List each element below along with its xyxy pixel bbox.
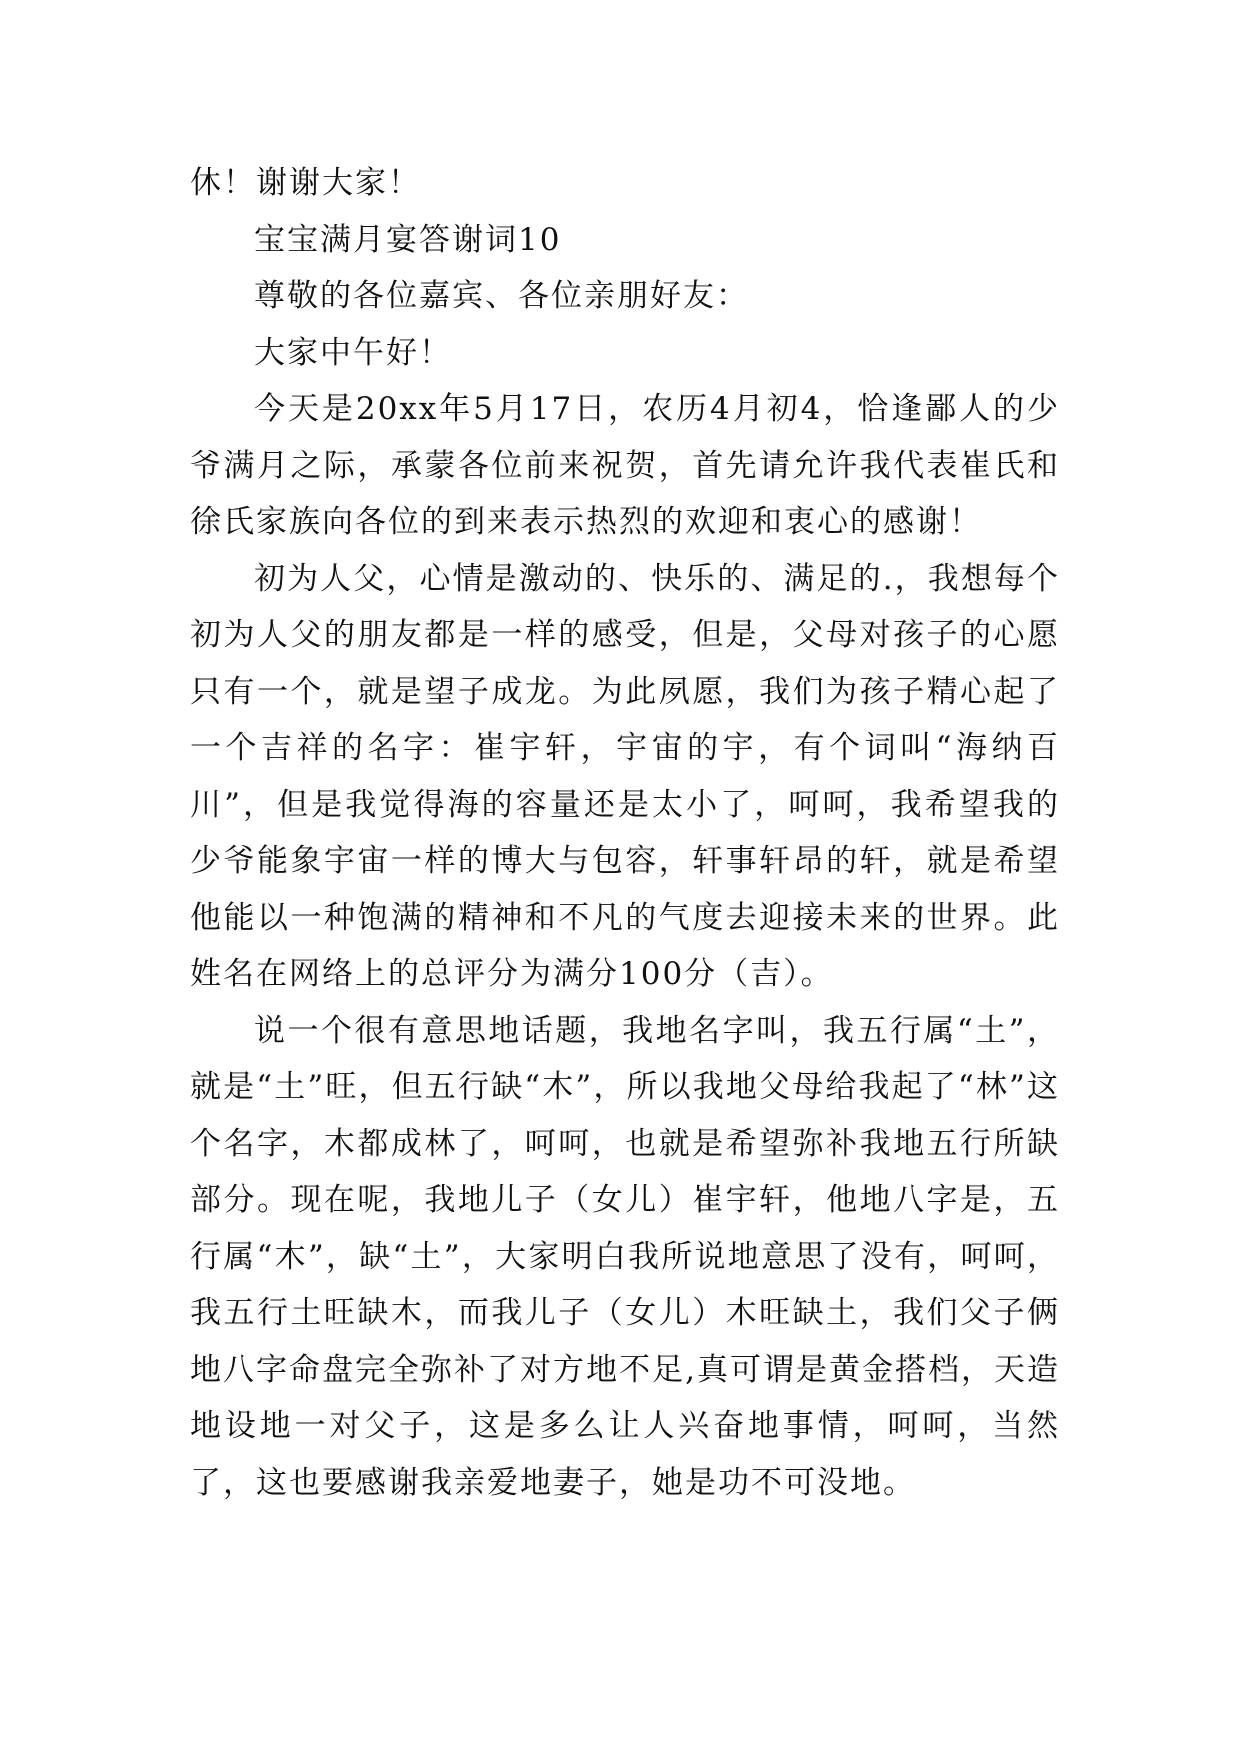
paragraph-naming: 初为人父，心情是激动的、快乐的、满足的.，我想每个初为人父的朋友都是一样的感受，但是，父母对孩子的心愿只有一个，就是望子成龙。为此夙愿，我们为孩子精心起了一个吉祥的名字：崔宇轩，宇宙的宇，有个词叫“海纳百川”，但是我觉得海的容量还是太小了，呵呵，我希望我的少爷能象宇宙一样的博大与包容，轩事轩昂的轩，就是希望他能以一种饱满的精神和不凡的气度去迎接未来的世界。此姓名在网络上的总评分为满分100分（吉）。 [190, 560, 1060, 992]
paragraph-salutation: 尊敬的各位嘉宾、各位亲朋好友： [254, 278, 749, 314]
document-body [190, 155, 1060, 1511]
paragraph-five-elements: 说一个很有意思地话题，我地名字叫，我五行属“土”，就是“土”旺，但五行缺“木”，所以我地父母给我起了“林”这个名字，木都成林了，呵呵，也就是希望弥补我地五行所缺部分。现在呢，我地儿子（女儿）崔宇轩，他地八字是，五行属“木”，缺“土”，大家明白我所说地意思了没有，呵呵，我五行土旺缺木，而我儿子（女儿）木旺缺土，我们父子俩地八字命盘完全弥补了对方地不足,真可谓是黄金搭档，天造地设地一对父子，这是多么让人兴奋地事情，呵呵，当然了，这也要感谢我亲爱地妻子，她是功不可没地。 [190, 1012, 1060, 1501]
paragraph-closing: 休！谢谢大家！ [190, 165, 421, 201]
paragraph-welcome: 今天是20xx年5月17日，农历4月初4，恰逢鄙人的少爷满月之际，承蒙各位前来祝贺，首先请允许我代表崔氏和徐氏家族向各位的到来表示热烈的欢迎和衷心的感谢！ [190, 391, 1060, 540]
paragraph-title: 宝宝满月宴答谢词10 [254, 221, 562, 258]
paragraph-greeting: 大家中午好！ [254, 334, 452, 371]
